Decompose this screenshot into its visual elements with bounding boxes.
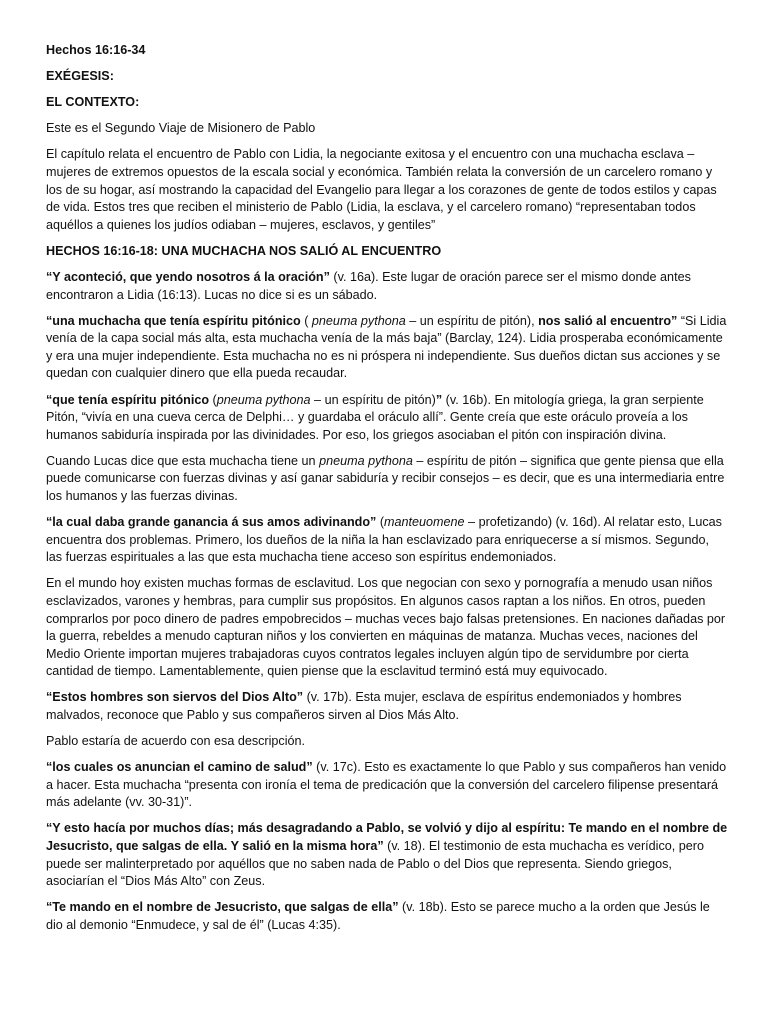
paragraph-text: (v. 17c). Esto es exactamente lo que Pablo y sus compañeros han venido a hacer. Esta muchacha “presenta con ironía el tema de predicación que la conversión del carcelero filipense presentará más adelante (vv. 30-31)”. — [46, 760, 727, 810]
paragraph-way-of-salvation — [46, 759, 728, 812]
inline-text: – un espíritu de pitón) — [310, 392, 436, 407]
paragraph-divination — [46, 514, 728, 567]
paragraph-intermediary — [46, 453, 728, 506]
greek-term: pneuma pythona — [216, 392, 311, 407]
exegesis-heading: EXÉGESIS: — [46, 69, 114, 84]
context-heading: EL CONTEXTO: — [46, 95, 140, 110]
inline-text: ( — [209, 392, 217, 407]
paragraph-text: (v. 18b). Esto se parece mucho a la orden que Jesús le dio al demonio “Enmudece, y sal de él” (Lucas 4:35). — [46, 900, 710, 932]
inline-text: ( — [300, 313, 312, 328]
verse-quote: nos salió al encuentro” — [538, 313, 678, 328]
paragraph-exorcism — [46, 820, 728, 890]
greek-term: manteuomene — [384, 515, 465, 530]
paragraph-text: (v. 16b). En mitología griega, la gran serpiente Pitón, “vivía en una cueva cerca de Delphi… y guardaba el oráculo allí”. Gente creía que este oráculo proveía a los humanos sabiduría inspirada por las divinidades. Por eso, los griegos asociaban el pitón con inspiración divina. — [46, 392, 704, 442]
greek-term: pneuma pythona — [319, 453, 413, 468]
inline-text: Cuando Lucas dice que esta muchacha tiene un — [46, 453, 320, 468]
greek-term: pneuma pythona — [311, 313, 406, 328]
verse-quote: “Estos hombres son siervos del Dios Alto” — [46, 690, 304, 705]
paragraph-text: – profetizando) (v. 16d). Al relatar esto, Lucas encuentra dos problemas. Primero, los dueños de la niña la han esclavizado para enriquecerse a sí mismos. Segundo, las fuerzas espirituales a las que esta muchacha tiene acceso son espíritus endemoniados. — [46, 515, 722, 565]
verse-quote: “Y esto hacía por muchos días; más desagradando a Pablo, se volvió y dijo al espíritu: Te mando en el nombre de Jesucristo, que salgas de ella. Y salió en la misma hora” — [46, 821, 728, 854]
inline-text: ( — [376, 515, 385, 530]
paragraph-slave-girl — [46, 313, 728, 383]
document-title: Hechos 16:16-34 — [46, 43, 146, 57]
paragraph-prayer-place — [46, 269, 728, 304]
paragraph-servants-of-god — [46, 689, 728, 724]
verse-quote: “una muchacha que tenía espíritu pitónico — [46, 313, 301, 328]
verse-quote: “Te mando en el nombre de Jesucristo, que salgas de ella” — [46, 900, 399, 915]
inline-text: – un espíritu de pitón), — [405, 313, 539, 328]
paragraph-text: – espíritu de pitón – significa que gente piensa que ella puede comunicarse con fuerzas divinas y así ganar sabiduría y recibir consejos – es decir, que es una intermediaria entre los humanos y las fuerzas divinas. — [46, 453, 725, 503]
section-heading: HECHOS 16:16-18: UNA MUCHACHA NOS SALIÓ AL ENCUENTRO — [46, 243, 442, 258]
verse-quote: “que tenía espíritu pitónico — [46, 392, 210, 407]
paragraph-modern-slavery: En el mundo hoy existen muchas formas de esclavitud. Los que negocian con sexo y pornografía a menudo usan niños esclavizados, varones y hembras, para cumplir sus propósitos. En algunos casos raptan a los niños. En otros, pueden comprarlos por poco dinero de padres empobrecidos – muchas veces bajo falsas pretensiones. En naciones dañadas por la guerra, rebeldes a menudo capturan niños y los convierten en máquinas de matanza. Muchas veces, naciones del Medio Oriente importan mujeres trabajadoras cuyos contratos legales incluyen algún tipo de servidumbre por cierta cantidad de tiempo. Lamentablemente, quien piense que la esclavitud terminó está muy equivocado. — [46, 576, 726, 679]
paragraph-text: (v. 17b). Esta mujer, esclava de espíritus endemoniados y hombres malvados, reconoce que Pablo y sus compañeros sirven al Dios Más Alto. — [46, 690, 682, 722]
paragraph-python-spirit — [46, 392, 728, 445]
intro-paragraph: Este es el Segundo Viaje de Misionero de Pablo — [46, 121, 316, 136]
paragraph-paul-agrees: Pablo estaría de acuerdo con esa descripción. — [46, 734, 306, 749]
paragraph-text: “Si Lidia venía de la capa social más alta, esta muchacha venía de la más baja” (Barclay, 124). Lidia prosperaba económicamente y era una mujer independiente. Esta muchacha no es ni próspera ni independiente. Sus dueños dictan sus acciones y se quedan con cualquier dinero que ella pueda recaudar. — [46, 313, 727, 381]
chapter-summary-paragraph: El capítulo relata el encuentro de Pablo con Lidia, la negociante exitosa y el encuentro con una muchacha esclava – mujeres de extremos opuestos de la escala social y económica. También relata la conversión de un carcelero romano y los de su hogar, así mostrando la capacidad del Evangelio para llegar a los corazones de gente de todos estilos y capas de vida. Estos tres que reciben el ministerio de Pablo (Lidia, la esclava, y el carcelero romano) “representaban todos aquéllos a quienes los judíos odiaban – mujeres, esclavos, y gentiles” — [46, 147, 717, 232]
verse-quote: “Y aconteció, que yendo nosotros á la oración” — [46, 269, 330, 284]
verse-quote: ” — [435, 392, 443, 407]
paragraph-text: (v. 18). El testimonio de esta muchacha es verídico, pero puede ser malinterpretado por aquéllos que no saben nada de Pablo o del Dios que representa. Siendo griegos, asociarían el “Dios Más Alto” con Zeus. — [46, 839, 704, 889]
paragraph-command — [46, 899, 728, 934]
verse-quote: “la cual daba grande ganancia á sus amos adivinando” — [46, 515, 377, 530]
paragraph-text: (v. 16a). Este lugar de oración parece ser el mismo donde antes encontraron a Lidia (16:13). Lucas no dice si es un sábado. — [46, 269, 691, 302]
verse-quote: “los cuales os anuncian el camino de salud” — [46, 760, 313, 775]
